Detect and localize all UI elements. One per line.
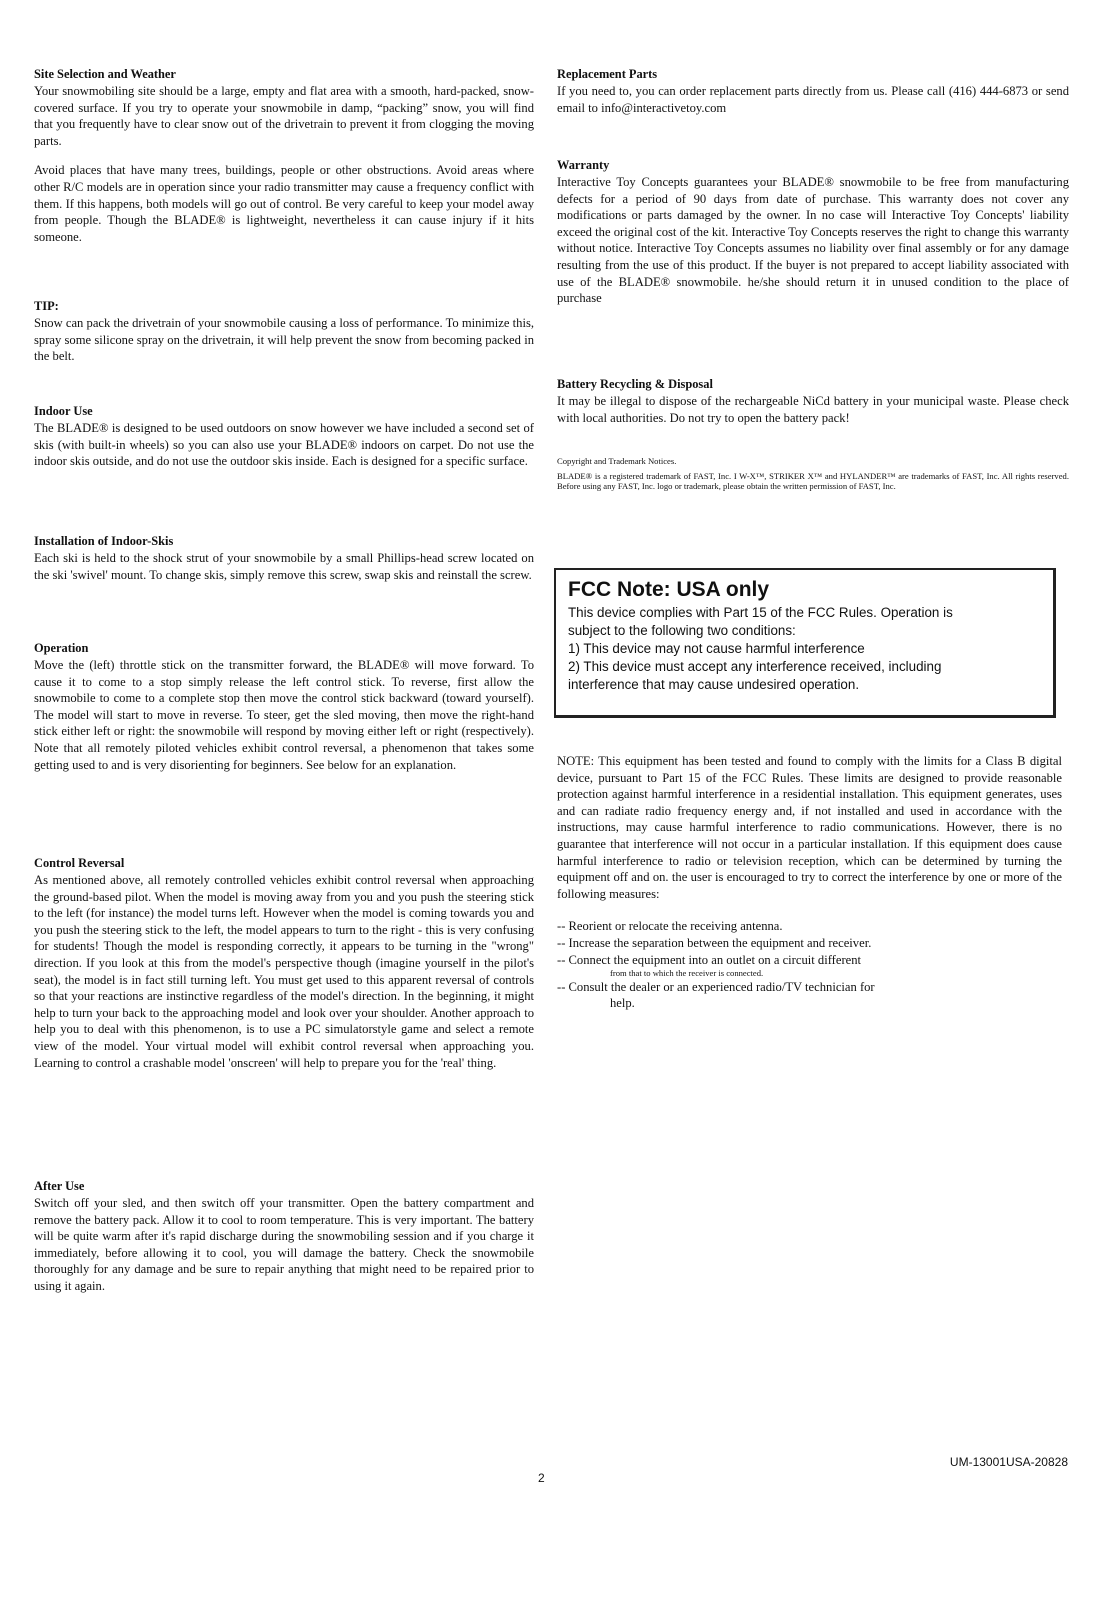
control-reversal-section	[34, 855, 534, 1071]
list-item-continuation: from that to which the receiver is connected.	[610, 968, 764, 979]
fcc-title: FCC Note: USA only	[568, 578, 770, 601]
indoor-skis-body: Each ski is held to the shock strut of your snowmobile by a small Phillips-head screw located on the ski 'swivel' mount. To change skis, simply remove this screw, swap skis and reinstall the screw.	[34, 551, 534, 582]
warranty-section	[557, 157, 1069, 307]
after-use-section	[34, 1178, 534, 1295]
control-reversal-body: As mentioned above, all remotely controlled vehicles exhibit control reversal when approaching the ground-based pilot. When the model is moving away from you and you push the steering stick to the left (for instance) the model turns left. However when the model is coming towards you and you push the steering stick to the left, the model appears to turn to the right - this is very confusing for students! Though the model is responding correctly, it appears to be turning in the "wrong" direction. If you look at this from the model's perspective though (imagine yourself in the pilot's seat), the model is in fact still turning left. You must get used to this apparent reversal of controls so that your reactions are instinctive regardless of the model's direction. In the beginning, it might help to turn your back to the approaching model and look over your shoulder. Another approach to help you to deal with this phenomenon, is to use a PC simulatorstyle game and select a remote view of the model. Your virtual model will exhibit control reversal when approaching you. Learning to control a crashable model 'onscreen' will help to prepare you for the 'real' thing.	[34, 873, 534, 1070]
document-code: UM-13001USA-20828	[949, 1455, 1068, 1469]
tip-section	[34, 298, 534, 365]
fcc-notice-box	[554, 568, 1056, 718]
after-use-body: Switch off your sled, and then switch off your transmitter. Open the battery compartment and remove the battery pack. Allow it to cool to room temperature. This is very important. The battery will be quite warm after it's rapid discharge during the snowmobiling session and if you charge it immediately, before allowing it to cool, you will damage the battery. Check the snowmobile thoroughly for any damage and be sure to repair anything that might need to be repaired prior to using it again.	[34, 1196, 534, 1293]
fcc-line: interference that may cause undesired operation.	[568, 677, 860, 692]
tip-heading: TIP:	[34, 299, 59, 313]
list-item: -- Consult the dealer or an experienced radio/TV technician for	[557, 979, 875, 994]
operation-section	[34, 640, 534, 773]
page-number: 2	[538, 1471, 545, 1485]
list-item-continuation: help.	[610, 996, 635, 1011]
after-use-heading: After Use	[34, 1179, 85, 1193]
copyright-section	[557, 456, 1069, 492]
fcc-line: 2) This device must accept any interference received, including	[568, 659, 942, 674]
list-item: -- Reorient or relocate the receiving antenna.	[557, 919, 783, 934]
operation-body: Move the (left) throttle stick on the transmitter forward, the BLADE® will move forward. To cause it to come to a stop simply release the left control stick. To reverse, first allow the snowmobile to come to a complete stop then move the control stick backward (toward yourself). The model will start to move in reverse. To steer, get the sled moving, then move the right-hand stick either left or right: the snowmobile will respond by moving either left or right (respectively). Note that all remotely piloted vehicles exhibit control reversal, a phenomenon that takes some getting used to and is very disorienting for beginners. See below for an explanation.	[34, 658, 534, 772]
control-reversal-heading: Control Reversal	[34, 856, 125, 870]
site-selection-section	[34, 66, 534, 245]
fcc-line: subject to the following two conditions:	[568, 623, 796, 638]
copyright-body: BLADE® is a registered trademark of FAST, Inc. I W-X™, STRIKER X™ and HYLANDER™ are trademarks of FAST, Inc. All rights reserved. Before using any FAST, Inc. logo or trademark, please obtain the written permission of FAST, Inc.	[557, 470, 1069, 491]
indoor-skis-heading: Installation of Indoor-Skis	[34, 534, 174, 548]
site-selection-heading: Site Selection and Weather	[34, 67, 176, 81]
list-item: -- Connect the equipment into an outlet on a circuit different	[557, 952, 862, 967]
indoor-use-body: The BLADE® is designed to be used outdoors on snow however we have included a second set of skis (with built-in wheels) so you can also use your BLADE® indoors on carpet. Do not use the indoor skis outside, and do not use the outdoor skis inside. Each is designed for a specific surface.	[34, 421, 534, 469]
replacement-parts-heading: Replacement Parts	[557, 67, 658, 81]
indoor-skis-section	[34, 533, 534, 583]
operation-heading: Operation	[34, 641, 89, 655]
tip-body: Snow can pack the drivetrain of your snowmobile causing a loss of performance. To minimize this, spray some silicone spray on the drivetrain, it will help prevent the snow from becoming packed in the belt.	[34, 316, 534, 364]
battery-heading: Battery Recycling & Disposal	[557, 377, 713, 391]
replacement-parts-body: If you need to, you can order replacement parts directly from us. Please call (416) 444-6873 or send email to info@interactivetoy.com	[557, 84, 1069, 115]
list-item: -- Increase the separation between the equipment and receiver.	[557, 935, 872, 950]
site-selection-paragraph-1: Your snowmobiling site should be a large, empty and flat area with a smooth, hard-packed, snow-covered surface. If you try to operate your snowmobile in damp, “packing” snow, you will find that you frequently have to clear snow out of the drivetrain to prevent it from clogging the moving parts.	[34, 84, 534, 148]
site-selection-paragraph-2: Avoid places that have many trees, buildings, people or other obstructions. Avoid areas where other R/C models are in operation since your radio transmitter may cause a frequency conflict with them. If this happens, both models will go out of control. Be very careful to keep your model away from people. Though the BLADE® is lightweight, nevertheless it can cause injury if it hits someone.	[34, 163, 534, 244]
fcc-line: 1) This device may not cause harmful interference	[568, 641, 865, 656]
fcc-note-section	[557, 753, 1062, 1012]
replacement-parts-section	[557, 66, 1069, 116]
warranty-heading: Warranty	[557, 158, 610, 172]
indoor-use-heading: Indoor Use	[34, 404, 93, 418]
warranty-body: Interactive Toy Concepts guarantees your BLADE® snowmobile to be free from manufacturing defects for a period of 90 days from date of purchase. This warranty does not cover any modifications or parts damaged by the owner. In no case will Interactive Toy Concepts' liability exceed the original cost of the kit. Interactive Toy Concepts reserves the right to change this warranty without notice. Interactive Toy Concepts assumes no liability over final assembly or for any damage resulting from the use of this product. If the buyer is not prepared to accept liability associated with use of the BLADE® snowmobile. he/she should return it in unused condition to the place of purchase	[557, 175, 1069, 306]
fcc-measures-list	[557, 918, 1062, 1011]
copyright-heading: Copyright and Trademark Notices.	[557, 456, 677, 466]
battery-section	[557, 376, 1069, 426]
indoor-use-section	[34, 403, 534, 470]
battery-body: It may be illegal to dispose of the rechargeable NiCd battery in your municipal waste. Please check with local authorities. Do not try to open the battery pack!	[557, 394, 1069, 425]
fcc-line: This device complies with Part 15 of the FCC Rules. Operation is	[568, 605, 953, 620]
fcc-note-paragraph: NOTE: This equipment has been tested and found to comply with the limits for a Class B digital device, pursuant to Part 15 of the FCC Rules. These limits are designed to provide reasonable protection against harmful interference in a residential installation. This equipment generates, uses and can radiate radio frequency energy and, if not installed and used in accordance with the instructions, may cause harmful interference to radio communications. However, there is no guarantee that interference will not occur in a particular installation. If this equipment does cause harmful interference to radio or television reception, which can be determined by turning the equipment off and on. the user is encouraged to try to correct the interference by one or more of the following measures:	[557, 754, 1062, 901]
